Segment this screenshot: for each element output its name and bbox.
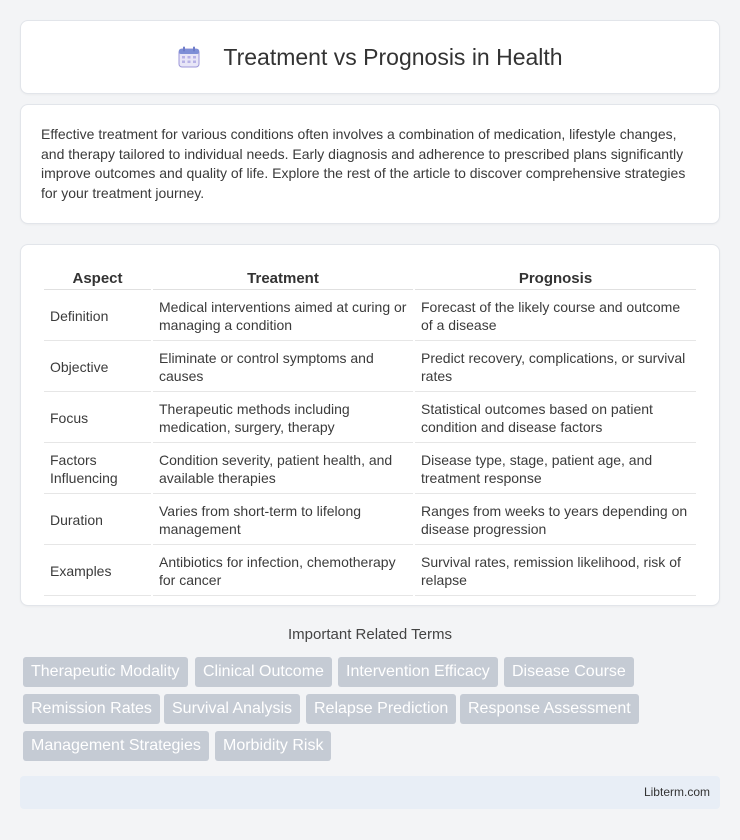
prognosis-cell: Survival rates, remission likelihood, risk of relapse — [415, 547, 696, 596]
header-aspect: Aspect — [44, 267, 151, 290]
intro-text: Effective treatment for various conditions often involves a combination of medication, lifestyle changes, and therapy tailored to individual needs. Early diagnosis and adherence to prescribed plans significantly improve outcomes and quality of life. Explore the rest of the article to discover comprehensive strategies for your treatment journey. — [41, 126, 686, 201]
related-term-tag[interactable]: Remission Rates — [23, 694, 160, 724]
treatment-cell: Therapeutic methods including medication, surgery, therapy — [153, 394, 413, 443]
aspect-cell: Factors Influencing — [44, 445, 151, 494]
table-row — [44, 445, 696, 494]
table-row — [44, 343, 696, 392]
header-treatment: Treatment — [153, 267, 413, 290]
aspect-cell: Examples — [44, 547, 151, 596]
calendar-icon — [177, 45, 201, 69]
table-row — [44, 496, 696, 545]
treatment-cell: Condition severity, patient health, and available therapies — [153, 445, 413, 494]
treatment-cell: Eliminate or control symptoms and causes — [153, 343, 413, 392]
prognosis-cell: Forecast of the likely course and outcome of a disease — [415, 292, 696, 341]
table-row — [44, 547, 696, 596]
related-term-tag[interactable]: Therapeutic Modality — [23, 657, 188, 687]
prognosis-cell: Disease type, stage, patient age, and treatment response — [415, 445, 696, 494]
title-wrap — [177, 44, 562, 71]
prognosis-cell: Statistical outcomes based on patient condition and disease factors — [415, 394, 696, 443]
treatment-cell: Medical interventions aimed at curing or managing a condition — [153, 292, 413, 341]
page-title: Treatment vs Prognosis in Health — [223, 43, 563, 70]
header-prognosis: Prognosis — [415, 267, 696, 290]
related-term-tag[interactable]: Intervention Efficacy — [338, 657, 498, 687]
table-header-row — [44, 267, 696, 290]
comparison-table — [42, 265, 698, 598]
related-term-tag[interactable]: Clinical Outcome — [195, 657, 332, 687]
table-row — [44, 394, 696, 443]
aspect-cell: Definition — [44, 292, 151, 341]
table-row — [44, 292, 696, 341]
treatment-cell: Antibiotics for infection, chemotherapy for cancer — [153, 547, 413, 596]
related-term-tag[interactable]: Morbidity Risk — [215, 731, 331, 761]
related-term-tag[interactable]: Management Strategies — [23, 731, 209, 761]
related-term-tag[interactable]: Relapse Prediction — [306, 694, 456, 724]
related-term-tag[interactable]: Response Assessment — [460, 694, 639, 724]
aspect-cell: Focus — [44, 394, 151, 443]
aspect-cell: Objective — [44, 343, 151, 392]
intro-card — [20, 104, 720, 224]
aspect-cell: Duration — [44, 496, 151, 545]
header-card — [20, 20, 720, 94]
footer — [20, 776, 720, 809]
related-term-tag[interactable]: Survival Analysis — [164, 694, 300, 724]
footer-site-link[interactable]: Libterm.com — [643, 785, 710, 799]
prognosis-cell: Ranges from weeks to years depending on disease progression — [415, 496, 696, 545]
related-term-tag[interactable]: Disease Course — [504, 657, 634, 687]
prognosis-cell: Predict recovery, complications, or survival rates — [415, 343, 696, 392]
comparison-table-card — [20, 244, 720, 606]
related-terms-title: Important Related Terms — [288, 626, 452, 643]
treatment-cell: Varies from short-term to lifelong management — [153, 496, 413, 545]
